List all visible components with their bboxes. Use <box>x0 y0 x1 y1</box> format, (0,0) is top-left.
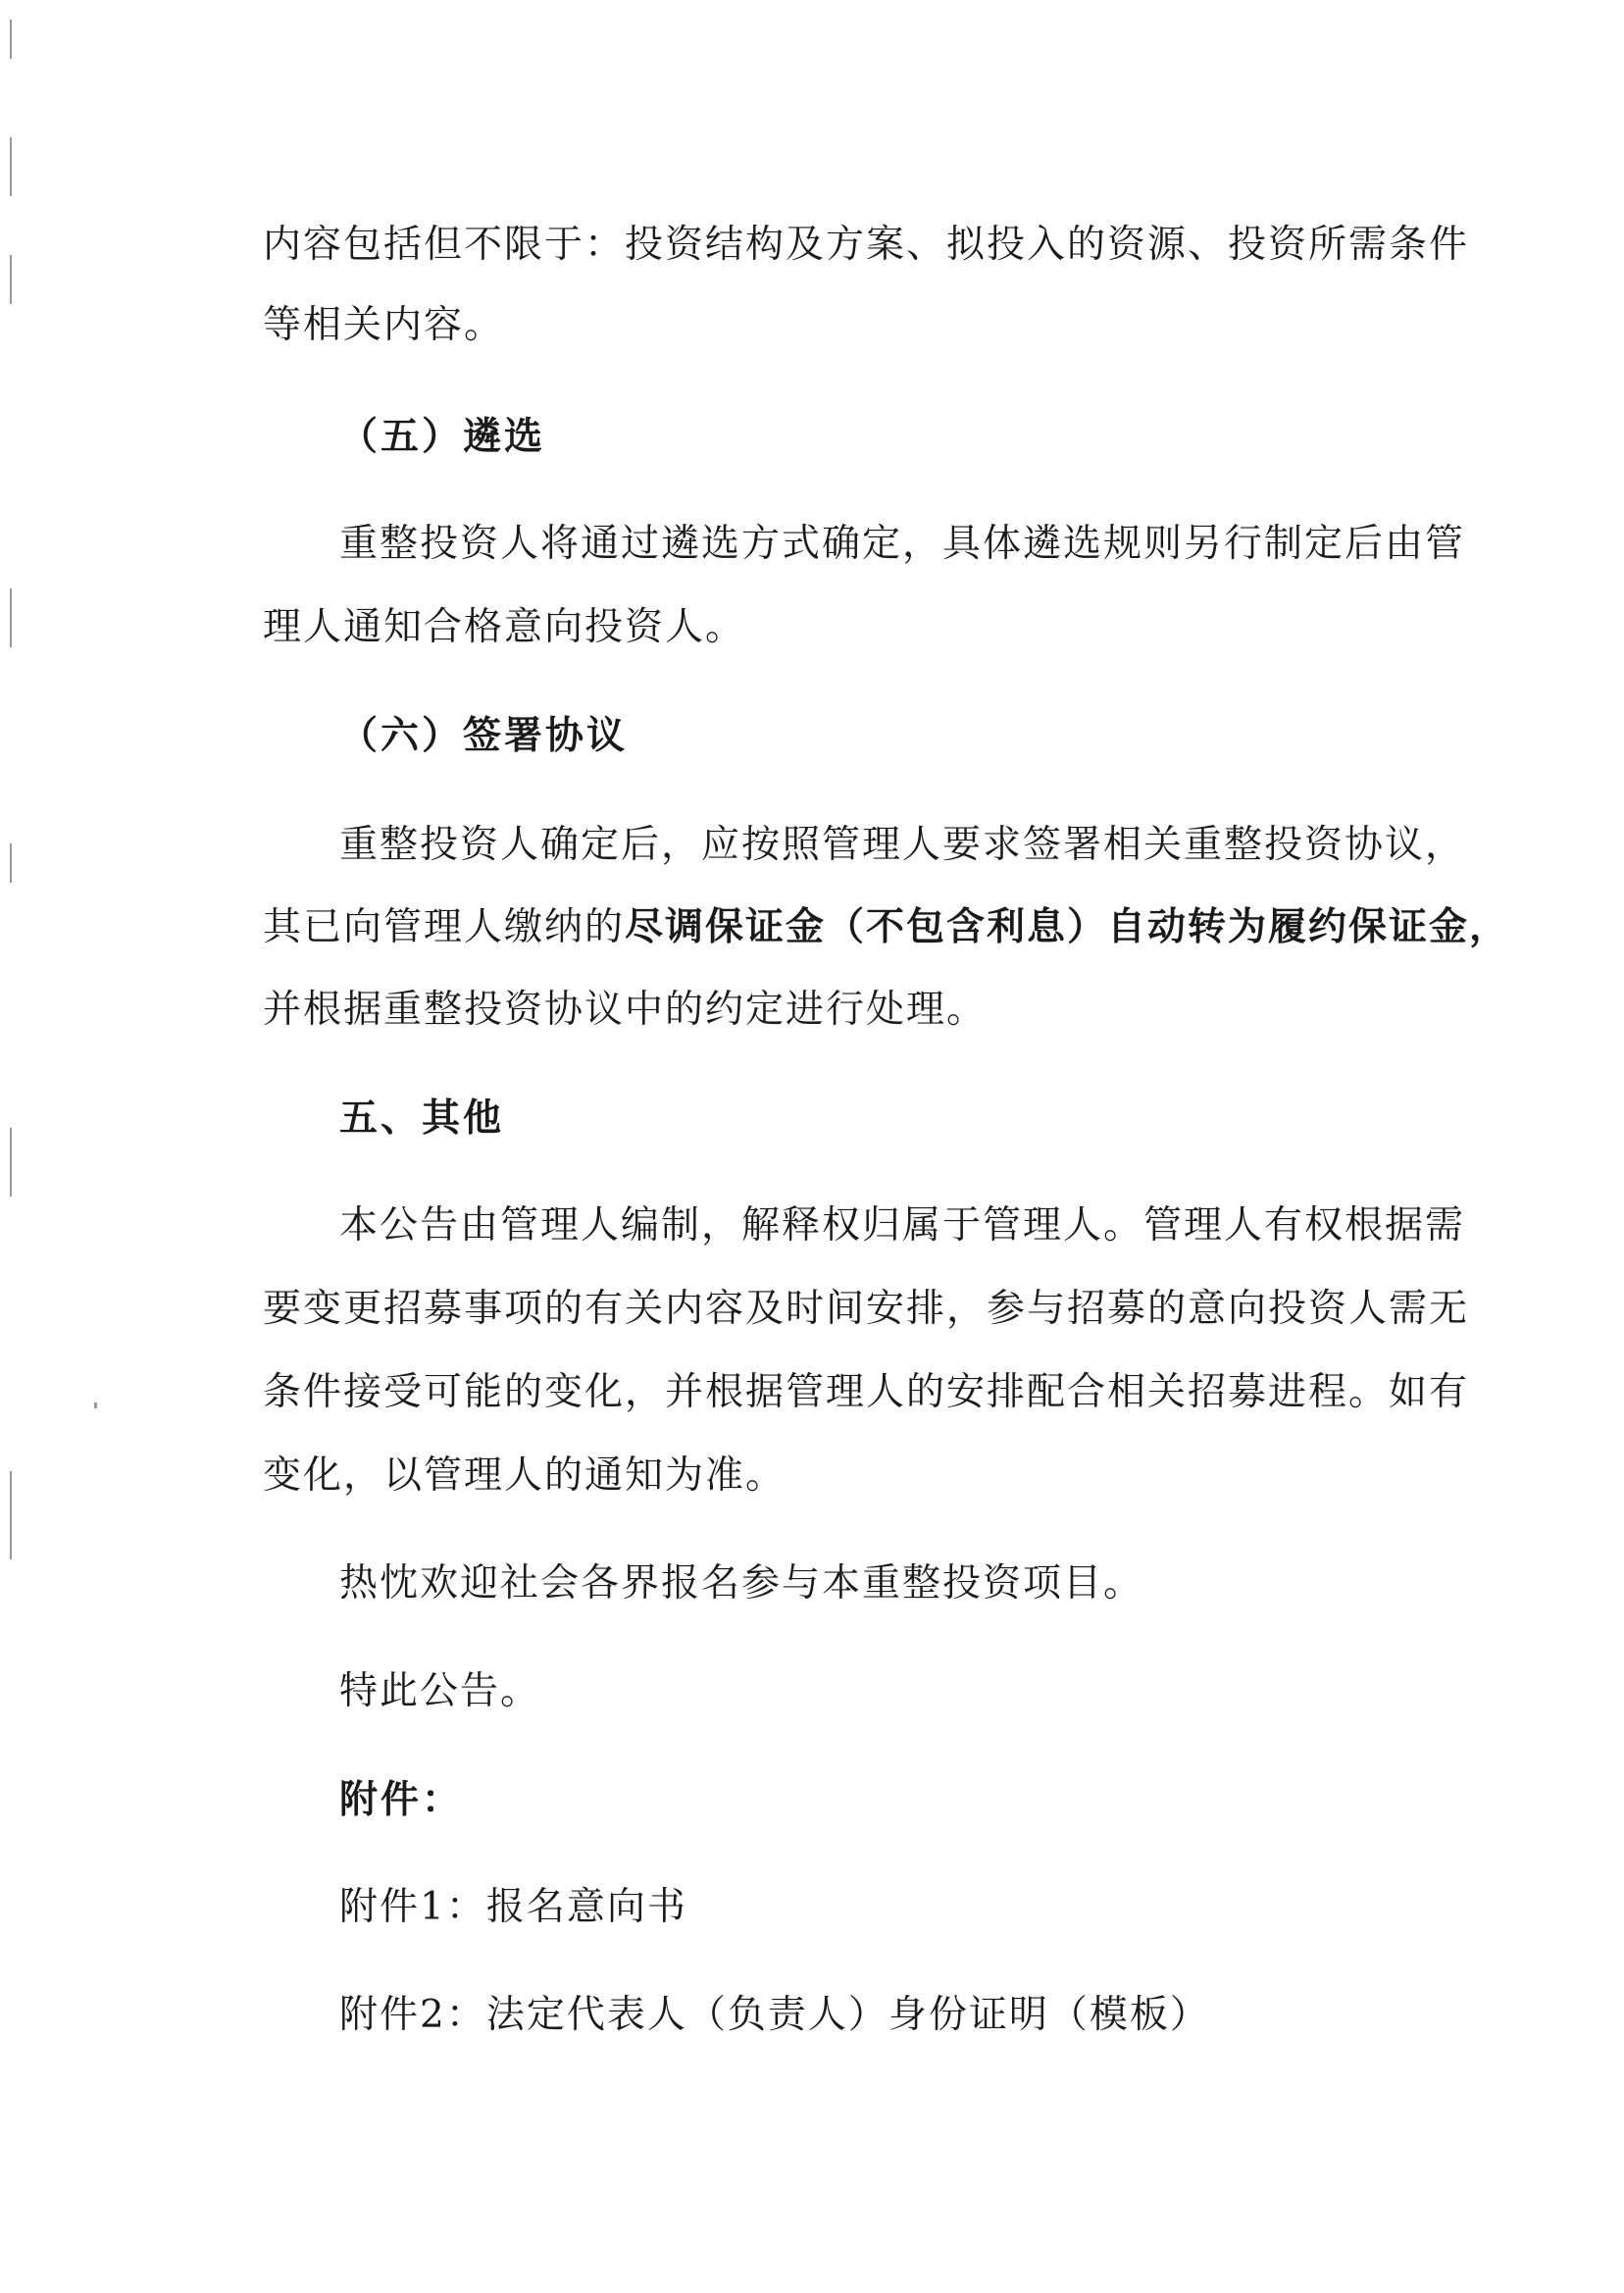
paragraph-line: 等相关内容。 <box>263 303 505 347</box>
paragraph-line: 条件接受可能的变化，并根据管理人的安排配合相关招募进程。如有 <box>263 1370 1470 1414</box>
section-heading-sign-agreement: （六）签署协议 <box>339 713 629 758</box>
section-heading-selection: （五）遴选 <box>339 414 546 459</box>
attachment-item: 附件1：报名意向书 <box>339 1885 687 1929</box>
paragraph-line: 变化，以管理人的通知为准。 <box>263 1453 787 1498</box>
paragraph-text: 其已向管理人缴纳的 <box>263 905 626 949</box>
paragraph-line: 并根据重整投资协议中的约定进行处理。 <box>263 988 988 1032</box>
paragraph-line: 要变更招募事项的有关内容及时间安排，参与招募的意向投资人需无 <box>263 1287 1470 1331</box>
closing-line: 特此公告。 <box>339 1669 541 1713</box>
section-heading-other: 五、其他 <box>339 1096 505 1141</box>
paragraph-line: 热忱欢迎社会各界报名参与本重整投资项目。 <box>339 1561 1144 1605</box>
paragraph-line: 理人通知合格意向投资人。 <box>263 605 746 649</box>
paragraph-line: 内容包括但不限于：投资结构及方案、拟投入的资源、投资所需条件 <box>263 223 1470 267</box>
emphasis-text: 尽调保证金（不包含利息）自动转为履约保证金， <box>625 904 1510 949</box>
attachments-heading: 附件： <box>339 1777 464 1822</box>
paragraph-line: 重整投资人确定后，应按照管理人要求签署相关重整投资协议， <box>339 823 1466 867</box>
paragraph-line: 本公告由管理人编制，解释权归属于管理人。管理人有权根据需 <box>339 1203 1466 1248</box>
paragraph-line: 重整投资人将通过遴选方式确定，具体遴选规则另行制定后由管 <box>339 522 1466 566</box>
attachment-item: 附件2：法定代表人（负责人）身份证明（模板） <box>339 1993 1210 2037</box>
paragraph-line-mixed <box>263 902 1510 952</box>
